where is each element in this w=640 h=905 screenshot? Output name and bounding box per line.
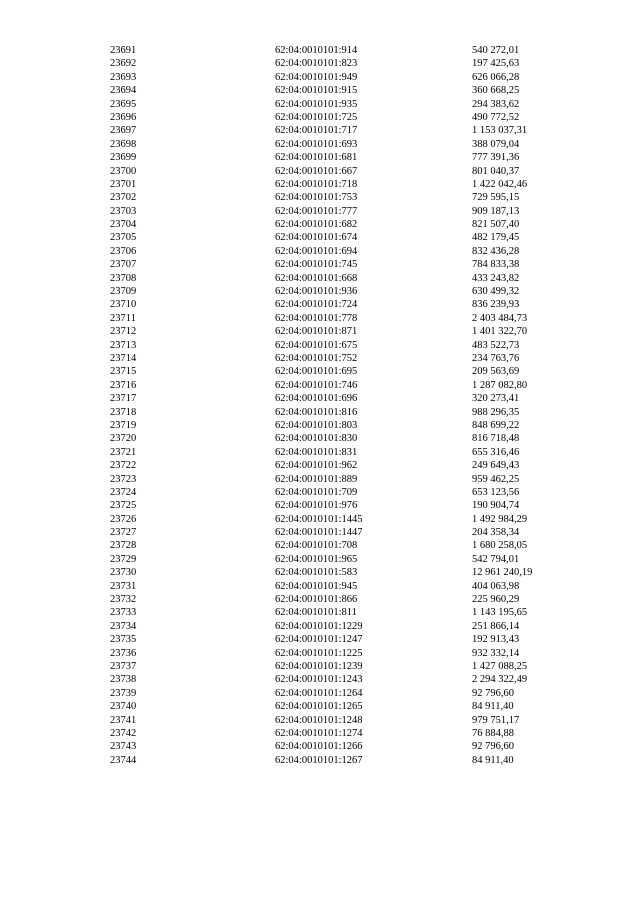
cadastral-value: 482 179,45 <box>472 232 520 244</box>
table-row <box>0 379 640 392</box>
row-number: 23719 <box>110 419 137 431</box>
row-number: 23715 <box>110 366 137 378</box>
table-row <box>0 272 640 285</box>
table-row <box>0 57 640 70</box>
row-number: 23703 <box>110 205 137 217</box>
row-number: 23741 <box>110 714 137 726</box>
cadastral-value: 542 794,01 <box>472 553 520 565</box>
cadastral-value: 729 595,15 <box>472 192 520 204</box>
table-row <box>0 191 640 204</box>
cadastral-number: 62:04:0010101:708 <box>275 540 358 552</box>
cadastral-number: 62:04:0010101:724 <box>275 299 358 311</box>
table-row <box>0 473 640 486</box>
table-row <box>0 553 640 566</box>
cadastral-number: 62:04:0010101:682 <box>275 219 358 231</box>
row-number: 23722 <box>110 460 137 472</box>
cadastral-value: 294 383,62 <box>472 98 520 110</box>
cadastral-value: 320 273,41 <box>472 393 520 405</box>
cadastral-number: 62:04:0010101:778 <box>275 312 358 324</box>
cadastral-value: 490 772,52 <box>472 111 520 123</box>
row-number: 23693 <box>110 71 137 83</box>
table-row <box>0 714 640 727</box>
table-row <box>0 392 640 405</box>
cadastral-value: 190 904,74 <box>472 500 520 512</box>
row-number: 23730 <box>110 567 137 579</box>
table-row <box>0 178 640 191</box>
cadastral-value: 626 066,28 <box>472 71 520 83</box>
row-number: 23713 <box>110 339 137 351</box>
cadastral-value: 404 063,98 <box>472 580 520 592</box>
table-row <box>0 218 640 231</box>
cadastral-value: 655 316,46 <box>472 446 520 458</box>
cadastral-number: 62:04:0010101:936 <box>275 286 358 298</box>
cadastral-value: 988 296,35 <box>472 406 520 418</box>
cadastral-value: 1 422 042,46 <box>472 178 528 190</box>
cadastral-number: 62:04:0010101:889 <box>275 473 358 485</box>
cadastral-value: 92 796,60 <box>472 741 514 753</box>
table-row <box>0 566 640 579</box>
table-row <box>0 660 640 673</box>
cadastral-value: 836 239,93 <box>472 299 520 311</box>
table-row <box>0 71 640 84</box>
table-row <box>0 312 640 325</box>
row-number: 23697 <box>110 125 137 137</box>
cadastral-value-table <box>0 44 640 767</box>
row-number: 23708 <box>110 272 137 284</box>
cadastral-number: 62:04:0010101:693 <box>275 138 358 150</box>
table-row <box>0 740 640 753</box>
table-row <box>0 111 640 124</box>
cadastral-number: 62:04:0010101:709 <box>275 486 358 498</box>
table-row <box>0 754 640 767</box>
cadastral-value: 92 796,60 <box>472 687 514 699</box>
cadastral-value: 630 499,32 <box>472 286 520 298</box>
row-number: 23739 <box>110 687 137 699</box>
table-row <box>0 298 640 311</box>
cadastral-number: 62:04:0010101:1265 <box>275 701 363 713</box>
cadastral-value: 1 153 037,31 <box>472 125 528 137</box>
row-number: 23740 <box>110 701 137 713</box>
row-number: 23700 <box>110 165 137 177</box>
cadastral-number: 62:04:0010101:811 <box>275 607 357 619</box>
cadastral-number: 62:04:0010101:976 <box>275 500 358 512</box>
row-number: 23721 <box>110 446 137 458</box>
cadastral-number: 62:04:0010101:1267 <box>275 754 363 766</box>
cadastral-value: 816 718,48 <box>472 433 520 445</box>
cadastral-value: 1 287 082,80 <box>472 379 528 391</box>
cadastral-value: 821 507,40 <box>472 219 520 231</box>
cadastral-number: 62:04:0010101:675 <box>275 339 358 351</box>
row-number: 23736 <box>110 647 137 659</box>
cadastral-number: 62:04:0010101:1229 <box>275 620 363 632</box>
cadastral-value: 1 401 322,70 <box>472 326 528 338</box>
cadastral-value: 801 040,37 <box>472 165 520 177</box>
row-number: 23712 <box>110 326 137 338</box>
cadastral-number: 62:04:0010101:725 <box>275 111 358 123</box>
table-row <box>0 647 640 660</box>
cadastral-number: 62:04:0010101:674 <box>275 232 358 244</box>
cadastral-value: 777 391,36 <box>472 152 520 164</box>
cadastral-value: 932 332,14 <box>472 647 520 659</box>
cadastral-value: 1 143 195,65 <box>472 607 528 619</box>
table-row <box>0 325 640 338</box>
cadastral-number: 62:04:0010101:696 <box>275 393 358 405</box>
table-row <box>0 459 640 472</box>
table-row <box>0 673 640 686</box>
row-number: 23710 <box>110 299 137 311</box>
row-number: 23727 <box>110 527 137 539</box>
row-number: 23696 <box>110 111 137 123</box>
cadastral-value: 653 123,56 <box>472 486 520 498</box>
cadastral-number: 62:04:0010101:752 <box>275 352 358 364</box>
cadastral-number: 62:04:0010101:962 <box>275 460 358 472</box>
cadastral-value: 832 436,28 <box>472 245 520 257</box>
cadastral-value: 2 294 322,49 <box>472 674 528 686</box>
cadastral-number: 62:04:0010101:945 <box>275 580 358 592</box>
table-row <box>0 352 640 365</box>
cadastral-value: 251 866,14 <box>472 620 520 632</box>
cadastral-number: 62:04:0010101:915 <box>275 85 358 97</box>
row-number: 23701 <box>110 178 137 190</box>
cadastral-number: 62:04:0010101:965 <box>275 553 358 565</box>
cadastral-number: 62:04:0010101:1264 <box>275 687 363 699</box>
row-number: 23702 <box>110 192 137 204</box>
row-number: 23707 <box>110 259 137 271</box>
cadastral-value: 249 649,43 <box>472 460 520 472</box>
cadastral-value: 979 751,17 <box>472 714 520 726</box>
cadastral-value: 360 668,25 <box>472 85 520 97</box>
table-row <box>0 633 640 646</box>
cadastral-number: 62:04:0010101:681 <box>275 152 358 164</box>
row-number: 23698 <box>110 138 137 150</box>
table-row <box>0 539 640 552</box>
row-number: 23704 <box>110 219 137 231</box>
table-row <box>0 499 640 512</box>
cadastral-value: 388 079,04 <box>472 138 520 150</box>
table-row <box>0 205 640 218</box>
table-row <box>0 620 640 633</box>
cadastral-number: 62:04:0010101:1248 <box>275 714 363 726</box>
table-row <box>0 406 640 419</box>
cadastral-number: 62:04:0010101:830 <box>275 433 358 445</box>
cadastral-number: 62:04:0010101:816 <box>275 406 358 418</box>
row-number: 23691 <box>110 45 137 56</box>
cadastral-value: 84 911,40 <box>472 754 514 766</box>
table-row <box>0 700 640 713</box>
cadastral-number: 62:04:0010101:1445 <box>275 513 363 525</box>
table-row <box>0 285 640 298</box>
row-number: 23717 <box>110 393 137 405</box>
cadastral-number: 62:04:0010101:753 <box>275 192 358 204</box>
row-number: 23731 <box>110 580 137 592</box>
row-number: 23743 <box>110 741 137 753</box>
cadastral-value: 959 462,25 <box>472 473 520 485</box>
table-row <box>0 165 640 178</box>
cadastral-number: 62:04:0010101:823 <box>275 58 358 70</box>
table-row <box>0 365 640 378</box>
table-row <box>0 419 640 432</box>
cadastral-value: 234 763,76 <box>472 352 520 364</box>
table-row <box>0 84 640 97</box>
cadastral-value: 784 833,38 <box>472 259 520 271</box>
table-row <box>0 44 640 57</box>
cadastral-number: 62:04:0010101:1225 <box>275 647 363 659</box>
cadastral-number: 62:04:0010101:1243 <box>275 674 363 686</box>
table-row <box>0 98 640 111</box>
row-number: 23699 <box>110 152 137 164</box>
cadastral-value: 848 699,22 <box>472 419 520 431</box>
cadastral-value: 12 961 240,19 <box>472 567 533 579</box>
row-number: 23728 <box>110 540 137 552</box>
table-row <box>0 486 640 499</box>
row-number: 23718 <box>110 406 137 418</box>
cadastral-number: 62:04:0010101:1274 <box>275 727 363 739</box>
cadastral-number: 62:04:0010101:1447 <box>275 527 363 539</box>
table-row <box>0 339 640 352</box>
table-row <box>0 151 640 164</box>
cadastral-value: 1 492 984,29 <box>472 513 528 525</box>
cadastral-value: 909 187,13 <box>472 205 520 217</box>
cadastral-number: 62:04:0010101:695 <box>275 366 358 378</box>
row-number: 23737 <box>110 660 137 672</box>
cadastral-value: 540 272,01 <box>472 45 520 56</box>
cadastral-number: 62:04:0010101:667 <box>275 165 358 177</box>
cadastral-number: 62:04:0010101:777 <box>275 205 358 217</box>
table-row <box>0 513 640 526</box>
cadastral-number: 62:04:0010101:1239 <box>275 660 363 672</box>
cadastral-number: 62:04:0010101:803 <box>275 419 358 431</box>
row-number: 23724 <box>110 486 137 498</box>
table-row <box>0 580 640 593</box>
cadastral-value: 192 913,43 <box>472 634 520 646</box>
table-row <box>0 258 640 271</box>
table-row <box>0 446 640 459</box>
cadastral-number: 62:04:0010101:871 <box>275 326 358 338</box>
cadastral-value: 197 425,63 <box>472 58 520 70</box>
row-number: 23714 <box>110 352 137 364</box>
cadastral-number: 62:04:0010101:583 <box>275 567 358 579</box>
table-row <box>0 245 640 258</box>
row-number: 23744 <box>110 754 137 766</box>
row-number: 23738 <box>110 674 137 686</box>
row-number: 23742 <box>110 727 137 739</box>
cadastral-value: 1 680 258,05 <box>472 540 528 552</box>
cadastral-number: 62:04:0010101:866 <box>275 594 358 606</box>
row-number: 23732 <box>110 594 137 606</box>
row-number: 23706 <box>110 245 137 257</box>
row-number: 23725 <box>110 500 137 512</box>
table-row <box>0 687 640 700</box>
row-number: 23716 <box>110 379 137 391</box>
row-number: 23695 <box>110 98 137 110</box>
cadastral-number: 62:04:0010101:1266 <box>275 741 363 753</box>
cadastral-value: 204 358,34 <box>472 527 520 539</box>
cadastral-value: 76 884,88 <box>472 727 514 739</box>
cadastral-value: 1 427 088,25 <box>472 660 528 672</box>
row-number: 23723 <box>110 473 137 485</box>
row-number: 23726 <box>110 513 137 525</box>
cadastral-number: 62:04:0010101:746 <box>275 379 358 391</box>
row-number: 23729 <box>110 553 137 565</box>
row-number: 23692 <box>110 58 137 70</box>
table-row <box>0 727 640 740</box>
table-row <box>0 593 640 606</box>
table-row <box>0 606 640 619</box>
cadastral-value: 483 522,73 <box>472 339 520 351</box>
cadastral-value: 2 403 484,73 <box>472 312 528 324</box>
table-row <box>0 526 640 539</box>
cadastral-value: 433 243,82 <box>472 272 520 284</box>
cadastral-number: 62:04:0010101:668 <box>275 272 358 284</box>
table-row <box>0 124 640 137</box>
cadastral-value: 225 960,29 <box>472 594 520 606</box>
table-row <box>0 231 640 244</box>
row-number: 23711 <box>110 312 136 324</box>
row-number: 23709 <box>110 286 137 298</box>
row-number: 23734 <box>110 620 137 632</box>
row-number: 23705 <box>110 232 137 244</box>
table-row <box>0 138 640 151</box>
cadastral-number: 62:04:0010101:949 <box>275 71 358 83</box>
cadastral-value: 84 911,40 <box>472 701 514 713</box>
row-number: 23694 <box>110 85 137 97</box>
cadastral-number: 62:04:0010101:935 <box>275 98 358 110</box>
cadastral-number: 62:04:0010101:1247 <box>275 634 363 646</box>
cadastral-value: 209 563,69 <box>472 366 520 378</box>
row-number: 23733 <box>110 607 137 619</box>
table-row <box>0 432 640 445</box>
cadastral-number: 62:04:0010101:831 <box>275 446 358 458</box>
cadastral-number: 62:04:0010101:745 <box>275 259 358 271</box>
cadastral-number: 62:04:0010101:718 <box>275 178 358 190</box>
cadastral-number: 62:04:0010101:914 <box>275 45 358 56</box>
row-number: 23720 <box>110 433 137 445</box>
cadastral-number: 62:04:0010101:694 <box>275 245 358 257</box>
cadastral-number: 62:04:0010101:717 <box>275 125 358 137</box>
row-number: 23735 <box>110 634 137 646</box>
